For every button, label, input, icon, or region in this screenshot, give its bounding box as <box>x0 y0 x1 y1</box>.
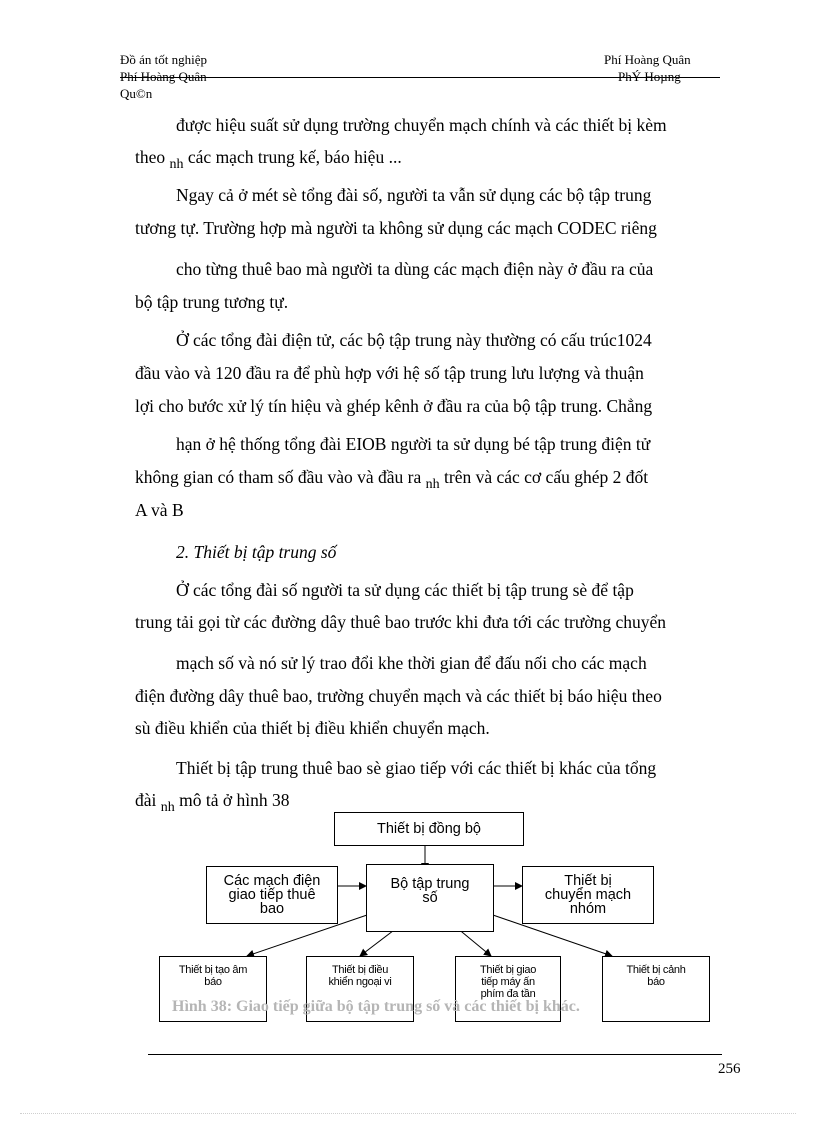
multifrequency-interface-box: Thiết bị giao tiếp máy ấn phím đa tần <box>455 956 561 1022</box>
text-line: cho từng thuê bao mà người ta dùng các mạch điện này ở đầu ra của <box>176 259 654 279</box>
text-line: bộ tập trung tương tự. <box>135 292 289 312</box>
header-left-title: Đồ án tốt nghiệp <box>120 52 208 67</box>
text-line: mạch số và nó sử lý trao đổi khe thời gian để đấu nối cho các mạch <box>176 653 647 673</box>
subscriber-interface-box: Các mạch điện giao tiếp thuê bao <box>206 866 338 924</box>
text-line: tương tự. Trường hợp mà người ta không sử dụng các mạch CODEC riêng <box>135 218 657 238</box>
group-switch-box: Thiết bị chuyển mạch nhóm <box>522 866 654 924</box>
text-line: Ở các tổng đài số người ta sử dụng các thiết bị tập trung sè để tập <box>176 580 634 600</box>
section-heading: 2. Thiết bị tập trung số <box>176 542 337 562</box>
digital-concentrator-box: Bộ tập trung số <box>366 864 494 932</box>
text-line: sù điều khiển của thiết bị điều khiển chuyển mạch. <box>135 718 490 738</box>
tone-generator-box: Thiết bị tạo âm báo <box>159 956 267 1022</box>
header-right-author: Phí Hoàng Quân <box>604 52 691 67</box>
figure-caption: Hình 38: Giao tiếp giữa bộ tập trung số và các thiết bị khác. <box>172 998 580 1015</box>
page-number: 256 <box>718 1061 741 1077</box>
text-line: đầu vào và 120 đầu ra để phù hợp với hệ số tập trung lưu lượng và thuận <box>135 363 644 383</box>
footer-rule <box>148 1054 722 1055</box>
peripheral-control-box: Thiết bị điều khiển ngoại vi <box>306 956 414 1022</box>
header-right-struck: PhÝ Hoµng <box>618 69 681 84</box>
sync-device-box: Thiết bị đồng bộ <box>334 812 524 846</box>
text-line: không gian có tham số đầu vào và đầu ra $_{nh}$ trên và các cơ cấu ghép 2 đốt <box>135 467 649 492</box>
page-bottom-border <box>20 1113 796 1114</box>
text-line: Thiết bị tập trung thuê bao sè giao tiếp với các thiết bị khác của tổng <box>176 758 657 778</box>
text-line: điện đường dây thuê bao, trường chuyển mạch và các thiết bị báo hiệu theo <box>135 686 662 706</box>
text-line: được hiệu suất sử dụng trường chuyển mạch chính và các thiết bị kèm <box>176 115 667 135</box>
text-line: đài $_{nh}$ mô tả ở hình 38 <box>135 790 290 815</box>
text-line: Ngay cả ở mét sè tổng đài số, người ta vẫn sử dụng các bộ tập trung <box>176 185 652 205</box>
text-line: trung tải gọi từ các đường dây thuê bao trước khi đưa tới các trường chuyển <box>135 612 667 632</box>
text-line: lợi cho bước xử lý tín hiệu và ghép kênh ở đầu ra của bộ tập trung. Chẳng <box>135 396 653 416</box>
text-line: A và B <box>135 500 184 520</box>
alarm-device-box: Thiết bị cảnh báo <box>602 956 710 1022</box>
header-left-struck: Phí Hoàng Quân <box>120 69 207 84</box>
text-line: theo $_{nh}$ các mạch trung kế, báo hiệu ... <box>135 147 402 172</box>
header-left-third: Qu©n <box>120 86 153 101</box>
text-line: hạn ở hệ thống tổng đài EIOB người ta sử dụng bé tập trung điện tử <box>176 434 651 454</box>
text-line: Ở các tổng đài điện tử, các bộ tập trung này thường có cấu trúc1024 <box>176 330 652 350</box>
